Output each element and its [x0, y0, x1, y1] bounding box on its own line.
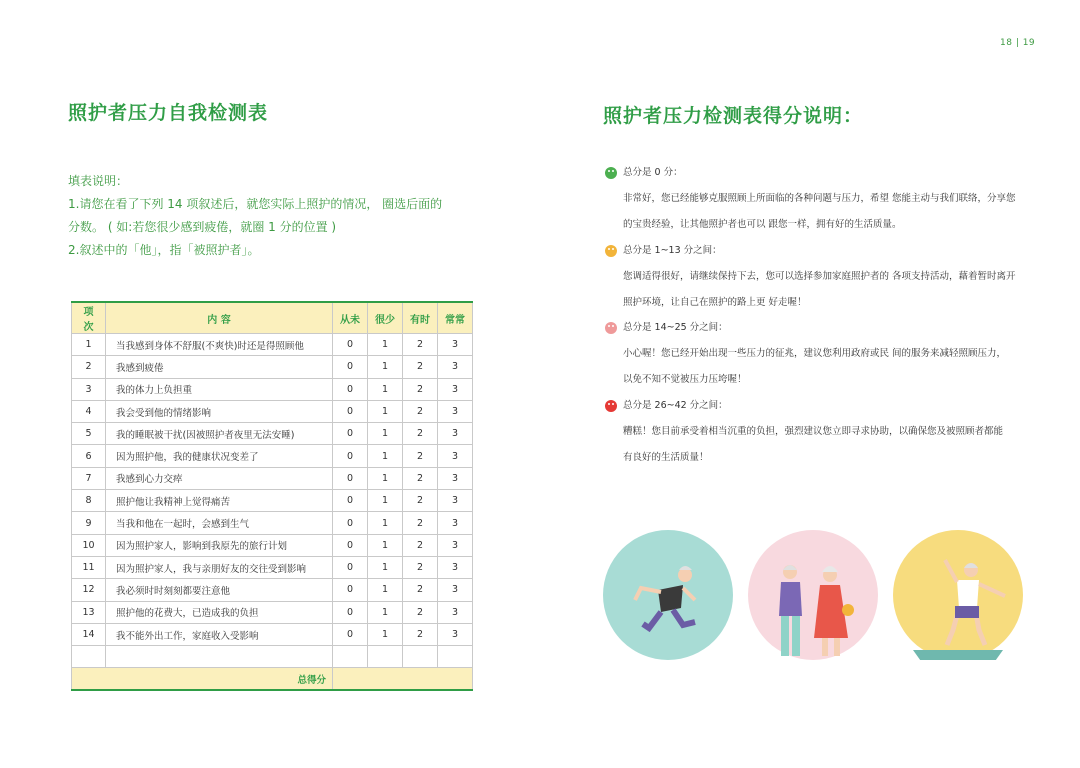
- senior-couple-illustration: [748, 530, 878, 660]
- table-row: [72, 512, 473, 534]
- score-option[interactable]: 1: [368, 467, 403, 489]
- result-body: 有良好的生活质量！: [623, 452, 709, 463]
- item-content: 我会受到他的情绪影响: [106, 400, 333, 422]
- score-option[interactable]: 1: [368, 490, 403, 512]
- item-number: 10: [72, 534, 106, 556]
- score-option[interactable]: 2: [403, 378, 438, 400]
- score-option[interactable]: 2: [403, 623, 438, 645]
- item-content: 因为照护家人，影响到我原先的旅行计划: [106, 534, 333, 556]
- result-body: 糟糕！您目前承受着相当沉重的负担，强烈建议您立即寻求协助，以确保您及被照顾者都能: [623, 426, 1004, 437]
- fill-instructions: [68, 170, 508, 262]
- score-option[interactable]: 2: [403, 356, 438, 378]
- result-block-2: [605, 315, 1035, 393]
- score-option[interactable]: 0: [333, 534, 368, 556]
- item-number: 14: [72, 623, 106, 645]
- score-option[interactable]: 3: [438, 579, 473, 601]
- score-option[interactable]: 0: [333, 490, 368, 512]
- score-option[interactable]: 1: [368, 378, 403, 400]
- page-title-right: 照护者压力检测表得分说明：: [603, 105, 864, 127]
- score-option[interactable]: 2: [403, 423, 438, 445]
- score-option[interactable]: 1: [368, 334, 403, 356]
- total-score-label: 总得分: [72, 668, 333, 691]
- score-option[interactable]: 2: [403, 601, 438, 623]
- score-option[interactable]: 2: [403, 467, 438, 489]
- pink-worried-face-icon: [605, 322, 617, 334]
- score-option[interactable]: 2: [403, 445, 438, 467]
- item-content: 当我感到身体不舒服(不爽快)时还是得照顾他: [106, 334, 333, 356]
- table-row: [72, 490, 473, 512]
- score-option[interactable]: 1: [368, 445, 403, 467]
- score-option[interactable]: 3: [438, 423, 473, 445]
- red-sad-face-icon: [605, 400, 617, 412]
- item-number: 7: [72, 467, 106, 489]
- result-body: 您调适得很好，请继续保持下去，您可以选择参加家庭照护者的 各项支持活动，藉着暂时离开: [623, 271, 1016, 282]
- item-content: 我的睡眠被干扰(因被照护者夜里无法安睡): [106, 423, 333, 445]
- instruction-line: 填表说明：: [68, 174, 129, 188]
- score-option[interactable]: 2: [403, 556, 438, 578]
- table-row: [72, 556, 473, 578]
- item-content: 当我和他在一起时，会感到生气: [106, 512, 333, 534]
- table-row: [72, 423, 473, 445]
- header-often: 常常: [438, 302, 473, 334]
- table-row: [72, 467, 473, 489]
- score-option[interactable]: 3: [438, 378, 473, 400]
- result-block-3: [605, 393, 1035, 471]
- item-number: 5: [72, 423, 106, 445]
- result-heading: 总分是 1~13 分之间：: [623, 245, 722, 256]
- score-option[interactable]: 1: [368, 356, 403, 378]
- instruction-line: 1.请您在看了下列 14 项叙述后，就您实际上照护的情况， 圈选后面的: [68, 197, 443, 211]
- table-row: [72, 378, 473, 400]
- result-body: 非常好，您已经能够克服照顾上所面临的各种问题与压力，希望 您能主动与我们联络，分享您: [623, 193, 1016, 204]
- score-option[interactable]: 3: [438, 534, 473, 556]
- score-option[interactable]: 3: [438, 556, 473, 578]
- score-option[interactable]: 3: [438, 400, 473, 422]
- item-content: 照护他让我精神上觉得痛苦: [106, 490, 333, 512]
- score-option[interactable]: 0: [333, 445, 368, 467]
- score-option[interactable]: 3: [438, 467, 473, 489]
- table-row: [72, 400, 473, 422]
- item-number: 8: [72, 490, 106, 512]
- blank-cell: [368, 646, 403, 668]
- item-number: 2: [72, 356, 106, 378]
- item-number: 12: [72, 579, 106, 601]
- table-row: [72, 445, 473, 467]
- item-content: 因为照护家人，我与亲朋好友的交往受到影响: [106, 556, 333, 578]
- score-option[interactable]: 3: [438, 512, 473, 534]
- item-content: 照护他的花费大，已造成我的负担: [106, 601, 333, 623]
- instruction-line: 2.叙述中的「他」，指「被照护者」。: [68, 243, 260, 257]
- table-row: [72, 356, 473, 378]
- result-body: 小心喔！您已经开始出现一些压力的征兆，建议您利用政府或民 间的服务来减轻照顾压力，: [623, 348, 1007, 359]
- score-option[interactable]: 2: [403, 534, 438, 556]
- score-option[interactable]: 3: [438, 601, 473, 623]
- score-option[interactable]: 0: [333, 400, 368, 422]
- score-option[interactable]: 2: [403, 334, 438, 356]
- score-option[interactable]: 0: [333, 378, 368, 400]
- score-option[interactable]: 0: [333, 356, 368, 378]
- running-senior-illustration: [603, 530, 733, 660]
- score-option[interactable]: 0: [333, 467, 368, 489]
- dancing-senior-illustration: [893, 530, 1023, 660]
- score-option[interactable]: 3: [438, 334, 473, 356]
- score-option[interactable]: 0: [333, 556, 368, 578]
- stress-checklist-table: [71, 301, 473, 691]
- score-option[interactable]: 0: [333, 423, 368, 445]
- item-number: 13: [72, 601, 106, 623]
- table-row: [72, 534, 473, 556]
- result-body: 以免不知不觉被压力压垮喔！: [623, 374, 747, 385]
- blank-cell: [403, 646, 438, 668]
- blank-cell: [438, 646, 473, 668]
- table-row: [72, 623, 473, 645]
- table-row: [72, 579, 473, 601]
- total-score-field[interactable]: [333, 668, 473, 691]
- item-number: 3: [72, 378, 106, 400]
- header-rarely: 很少: [368, 302, 403, 334]
- blank-cell: [333, 646, 368, 668]
- score-option[interactable]: 2: [403, 490, 438, 512]
- score-option[interactable]: 0: [333, 579, 368, 601]
- header-sometimes: 有时: [403, 302, 438, 334]
- result-body: 的宝贵经验，让其他照护者也可以 跟您一样，拥有好的生活质量。: [623, 219, 902, 230]
- score-option[interactable]: 1: [368, 601, 403, 623]
- score-option[interactable]: 1: [368, 556, 403, 578]
- result-block-0: [605, 160, 1035, 238]
- score-option[interactable]: 0: [333, 601, 368, 623]
- result-heading: 总分是 26~42 分之间：: [623, 400, 728, 411]
- instruction-line: 分数。 ( 如:若您很少感到疲倦，就圈 1 分的位置 ): [68, 220, 337, 234]
- item-content: 我感到疲倦: [106, 356, 333, 378]
- score-option[interactable]: 2: [403, 512, 438, 534]
- score-option[interactable]: 1: [368, 623, 403, 645]
- item-content: 我必须时时刻刻都要注意他: [106, 579, 333, 601]
- table-row: [72, 334, 473, 356]
- score-option[interactable]: 3: [438, 623, 473, 645]
- page-number: 18 | 19: [1000, 38, 1036, 48]
- header-never: 从未: [333, 302, 368, 334]
- blank-row: [72, 646, 473, 668]
- score-option[interactable]: 2: [403, 400, 438, 422]
- blank-cell: [72, 646, 106, 668]
- score-option[interactable]: 0: [333, 334, 368, 356]
- page-title-left: 照护者压力自我检测表: [68, 102, 269, 124]
- item-number: 4: [72, 400, 106, 422]
- header-item-no: 项 次: [72, 302, 106, 334]
- item-number: 1: [72, 334, 106, 356]
- score-option[interactable]: 3: [438, 490, 473, 512]
- score-option[interactable]: 1: [368, 423, 403, 445]
- item-content: 我不能外出工作，家庭收入受影响: [106, 623, 333, 645]
- score-option[interactable]: 2: [403, 579, 438, 601]
- header-content: 内 容: [106, 302, 333, 334]
- blank-cell: [106, 646, 333, 668]
- item-number: 9: [72, 512, 106, 534]
- score-option[interactable]: 1: [368, 400, 403, 422]
- score-option[interactable]: 3: [438, 356, 473, 378]
- score-option[interactable]: 1: [368, 512, 403, 534]
- result-block-1: [605, 238, 1035, 316]
- yellow-neutral-face-icon: [605, 245, 617, 257]
- result-heading: 总分是 0 分：: [623, 167, 683, 178]
- score-option[interactable]: 1: [368, 534, 403, 556]
- result-heading: 总分是 14~25 分之间：: [623, 322, 728, 333]
- score-option[interactable]: 0: [333, 512, 368, 534]
- item-content: 我感到心力交瘁: [106, 467, 333, 489]
- score-option[interactable]: 1: [368, 579, 403, 601]
- item-content: 因为照护他，我的健康状况变差了: [106, 445, 333, 467]
- item-content: 我的体力上负担重: [106, 378, 333, 400]
- score-option[interactable]: 3: [438, 445, 473, 467]
- item-number: 6: [72, 445, 106, 467]
- table-header-row: [72, 302, 473, 334]
- green-smiley-icon: [605, 167, 617, 179]
- result-body: 照护环境，让自己在照护的路上更 好走喔！: [623, 297, 807, 308]
- total-score-row: [72, 668, 473, 691]
- item-number: 11: [72, 556, 106, 578]
- table-row: [72, 601, 473, 623]
- score-option[interactable]: 0: [333, 623, 368, 645]
